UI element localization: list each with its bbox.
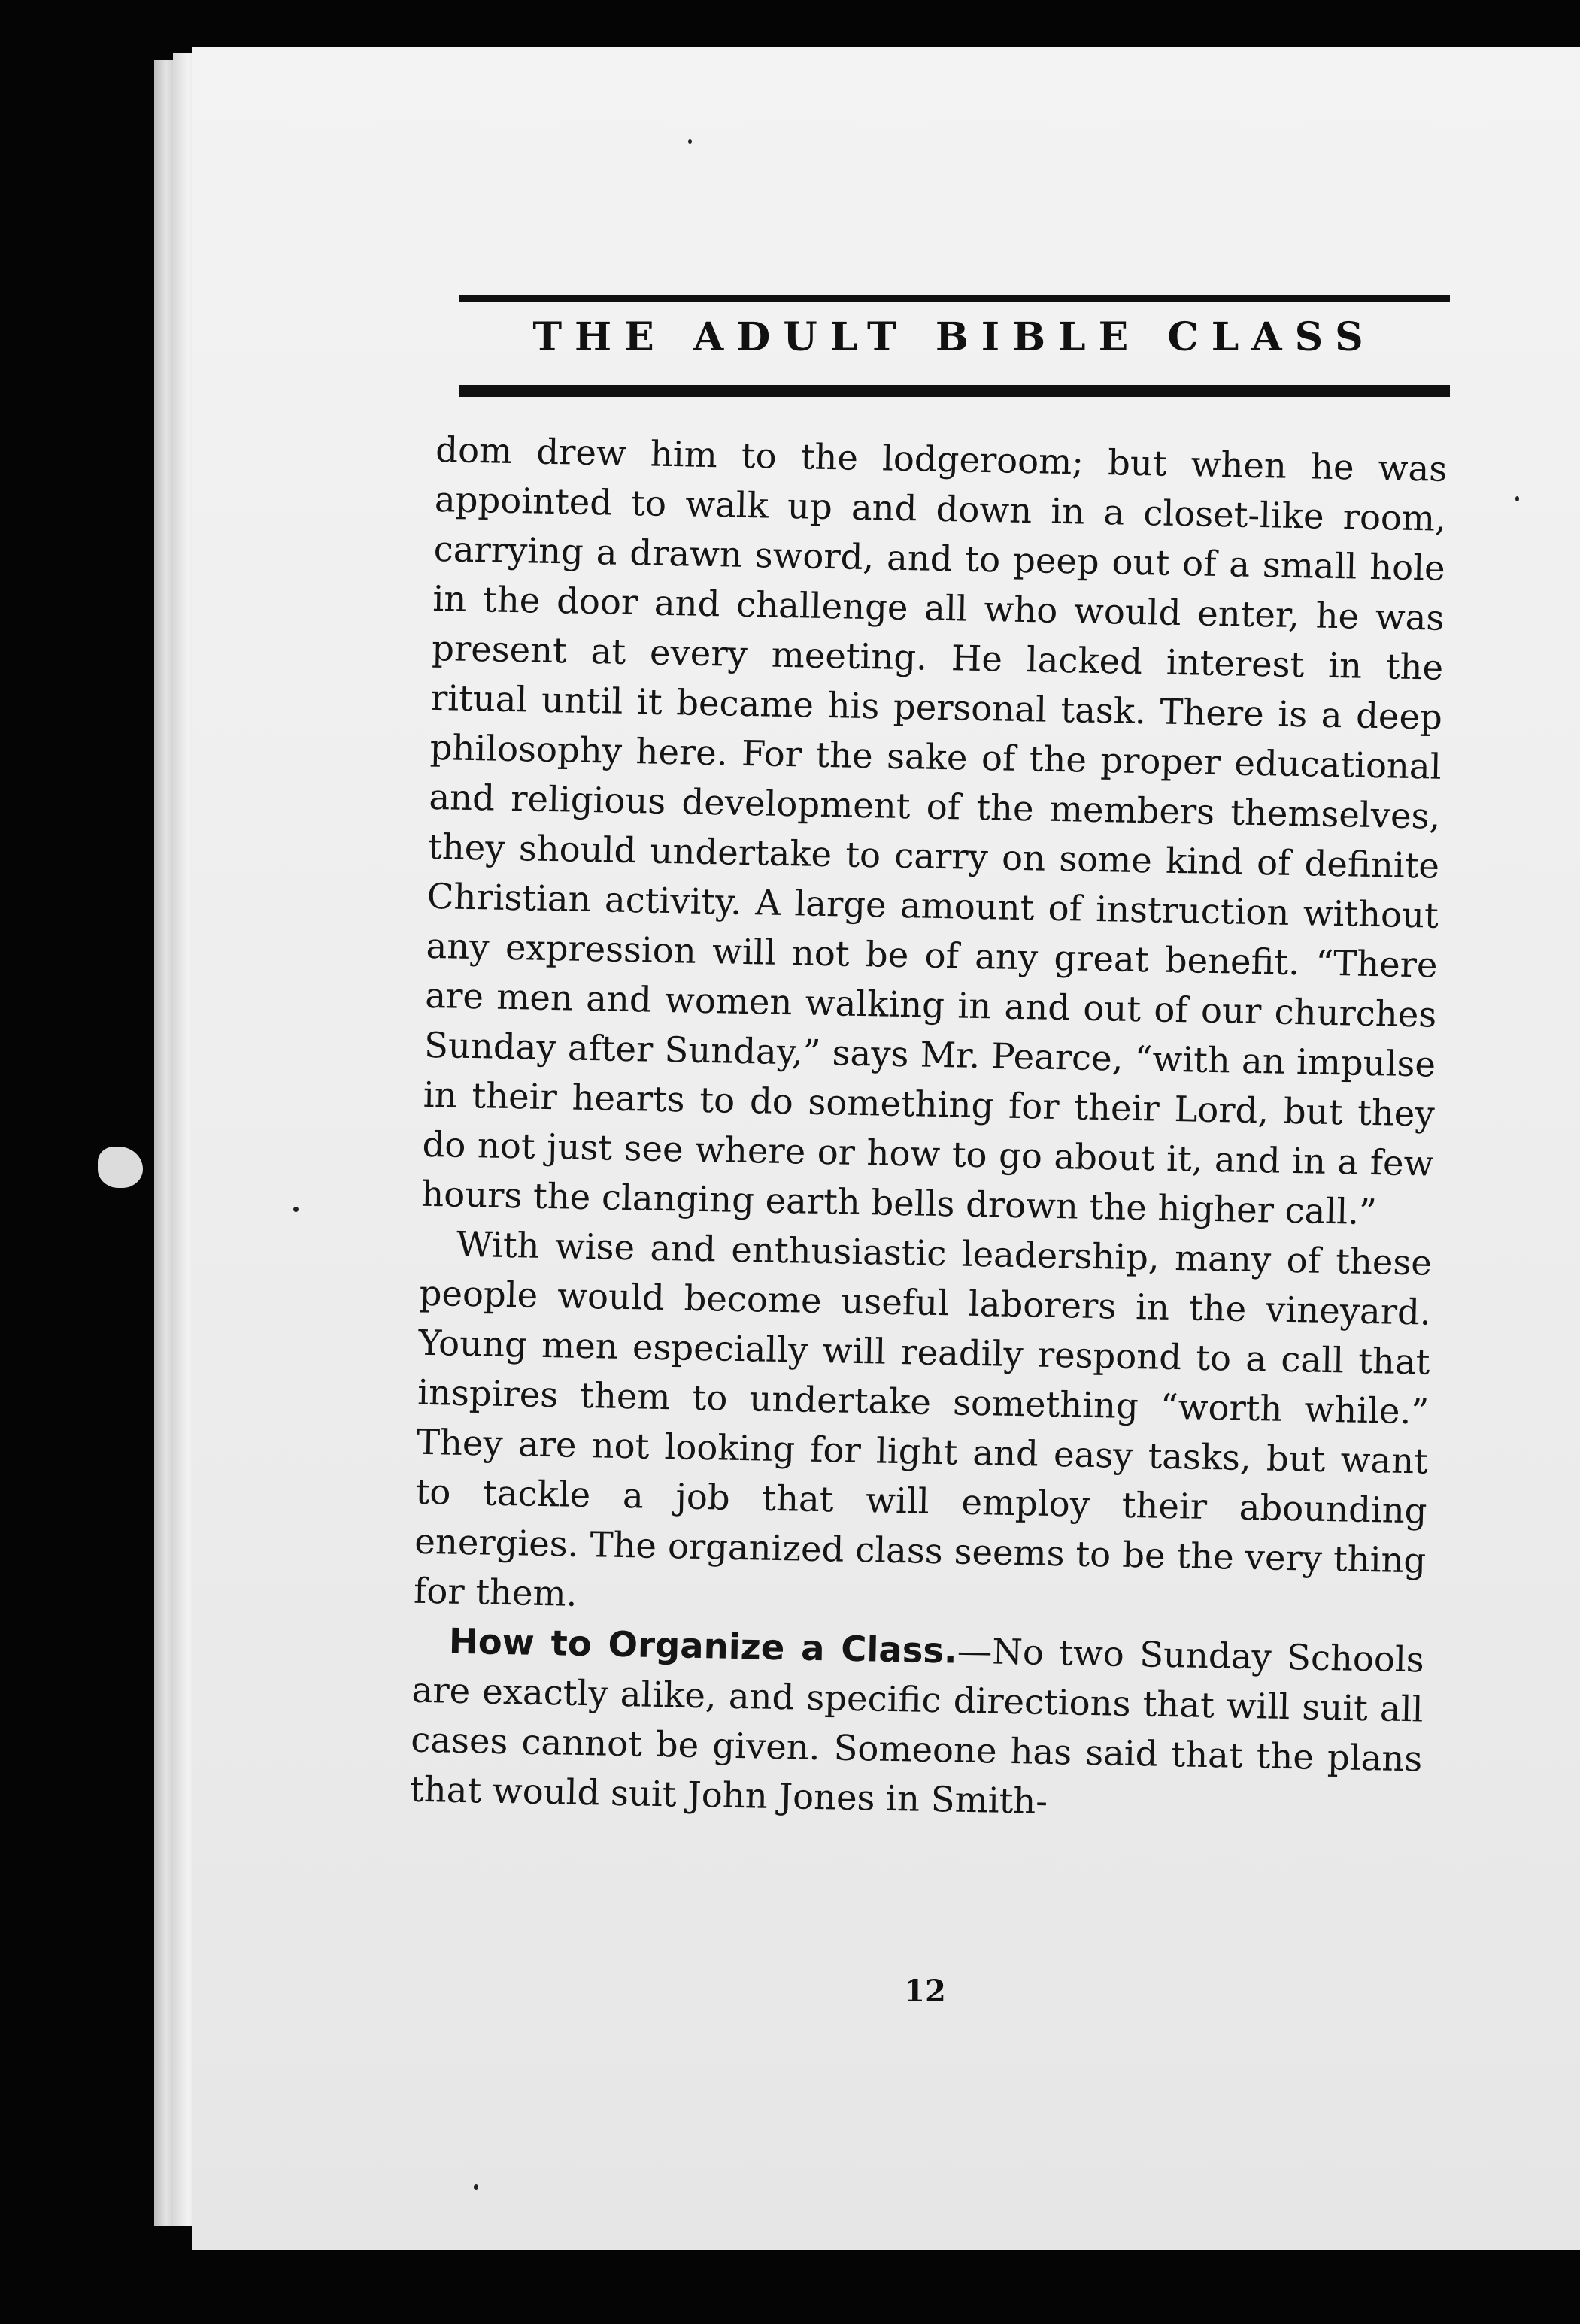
header-rule-bottom — [459, 385, 1450, 397]
page-number: 12 — [904, 1974, 946, 2009]
header-rule-top — [459, 295, 1450, 302]
paragraph: dom drew him to the lodgeroom; but when he was appointed to walk up and down in a closet-like room, carrying a drawn sword, and to peep out of a small hole in the door and challenge all who would enter, he was present at every meeting. He lacked interest in the ritual until it became his personal task. There is a deep philosophy here. For the sake of the proper educational and religious development of the members themselves, they should undertake to carry on some kind of definite Christian activity. A large amount of instruction without any expression will not be of any great benefit. “There are men and women walking in and out of our churches Sunday after Sunday,” says Mr. Pearce, “with an impulse in their hearts to do something for their Lord, but they do not just see where or how to go about it, and in a few hours the clanging earth bells drown the higher call.” — [420, 429, 1448, 1233]
ink-speck — [1515, 496, 1519, 501]
paper-tear — [98, 1147, 143, 1188]
ink-speck — [474, 2184, 478, 2190]
body-text — [410, 425, 1448, 1833]
section-paragraph — [410, 1616, 1425, 1834]
section-heading: How to Organize a Class. — [448, 1620, 958, 1671]
paragraph: With wise and enthusiastic leadership, many of these people would become useful laborers in the vineyard. Young men especially will readily respond to a call that inspires them to undertake something “worth while.” They are not looking for light and easy tasks, but want to tackle a job that will employ their abounding energies. The organized class seems to be the very thing for them. — [413, 1223, 1433, 1614]
ink-speck — [688, 139, 692, 144]
ink-speck — [293, 1207, 299, 1212]
running-title: THE ADULT BIBLE CLASS — [532, 314, 1376, 360]
section-text: —No two Sunday Schools are exactly alike, and specific directions that will suit all cases cannot be given. Someone has said that the plans that would suit John Jones in Smith- — [409, 1630, 1425, 1822]
